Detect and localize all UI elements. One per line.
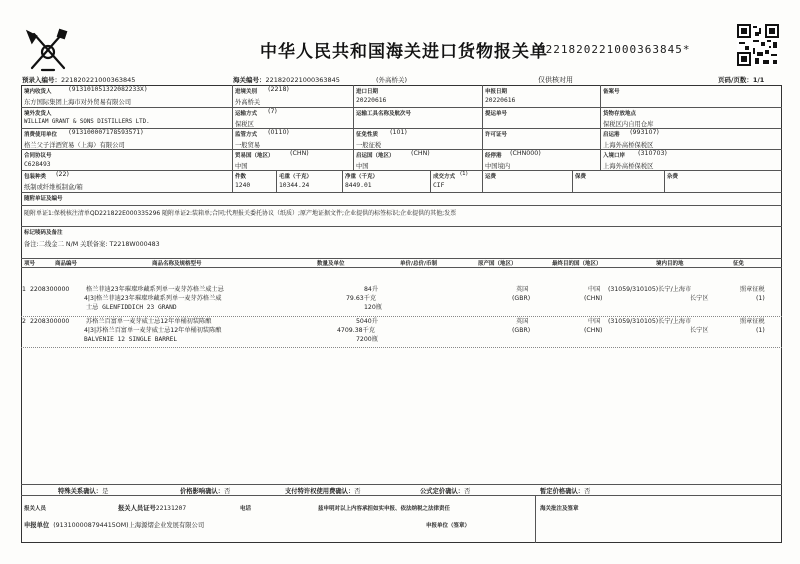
table-row-1-origin-code: (GBR) [512, 295, 531, 302]
transit-port-name: 中国境内 [485, 163, 511, 170]
deal-mode-label: 成交方式 [433, 174, 456, 180]
table-row-2-tax: 照章征税 [740, 318, 765, 325]
deal-mode-name: CIF [433, 182, 445, 189]
entry-place-name: 上海外高桥保税区 [603, 163, 654, 170]
entry-port-code: (2218) [268, 86, 289, 93]
table-row-1-domestic-2: 长宁区 [690, 295, 709, 302]
customs-emblem-icon [22, 24, 74, 76]
col-header-destination: 最终目的国（地区） [552, 261, 602, 267]
origin-country-code: (CHN) [411, 150, 430, 157]
license-label: 许可证号 [485, 132, 508, 138]
table-row-1-dest-code: (CHN) [584, 295, 603, 302]
depart-port-name: 上海外高桥保税区 [603, 142, 654, 149]
table-row-2-dest: 中国 [588, 318, 601, 325]
table-row-1-origin: 英国 [516, 286, 529, 293]
transport-name: 保税区 [235, 121, 254, 128]
origin-country-label: 启运国（地区） [356, 153, 395, 159]
col-header-domestic: 境内目的地 [656, 261, 684, 267]
depart-port-label: 启运港 [603, 132, 620, 138]
table-row-1-domestic: (31059/310105)长宁/上海市 [608, 286, 692, 293]
royalty-value: 否 [354, 488, 361, 495]
tax-nature-code: (101) [390, 129, 407, 136]
storage-label: 货物存放地点 [603, 111, 637, 117]
royalty-label: 支付特许权使用费确认： [285, 488, 355, 495]
table-row-1-dest: 中国 [588, 286, 601, 293]
page-info: 页码/页数：1/1 [718, 76, 765, 84]
declarant-id: 22131207 [155, 505, 187, 512]
table-row-2-origin: 英国 [516, 318, 529, 325]
user-name: 格兰父子洋酒贸易（上海）有限公司 [24, 142, 125, 149]
entry-port-label: 进境关别 [235, 89, 258, 95]
gross-weight-label: 毛重（千克） [279, 174, 313, 180]
declare-date: 20220616 [485, 97, 516, 104]
table-row-1-name-line1: 格兰菲迪23年璀璨珍藏系列单一麦芽苏格兰威士忌 [86, 286, 224, 293]
net-weight-value: 8449.01 [345, 182, 372, 189]
trade-country-code: (CHN) [290, 150, 309, 157]
consignee-name: 东方国际集团上海市对外贸易有限公司 [24, 99, 132, 106]
table-row-1-name-line2: 4|3|格兰菲迪23年璀璨珍藏系列单一麦芽苏格兰威 [84, 295, 222, 302]
declarant-id-label: 报关人员证号 [118, 505, 156, 512]
col-header-code: 商品编号 [55, 261, 78, 267]
user-code: (913100007178593571) [68, 129, 144, 136]
bl-label: 提运单号 [485, 111, 508, 117]
special-relation-value: 是 [102, 488, 109, 495]
consignee-code: (913101051322082233X) [68, 86, 148, 93]
gross-weight-value: 10344.24 [279, 182, 310, 189]
contract-label: 合同协议号 [24, 153, 52, 159]
customs-number-label: 海关编号： [233, 76, 266, 84]
record-no-label: 备案号 [603, 89, 620, 95]
provisional-price-value: 否 [584, 488, 591, 495]
table-row-2-tax-code: (1) [756, 327, 765, 334]
formula-price-value: 否 [464, 488, 471, 495]
table-row-2-domestic-2: 长宁区 [690, 327, 709, 334]
pre-entry-label: 预录入编号： [22, 76, 61, 84]
depart-port-code: (993107) [630, 129, 659, 136]
col-header-item-no: 项号 [24, 261, 36, 267]
table-row-2-qty-3: 7200瓶 [356, 336, 378, 343]
table-row-2-dest-code: (CHN) [584, 327, 603, 334]
trade-country-label: 贸易国（地区） [235, 153, 274, 159]
pre-entry-number: 221820221000363845 [61, 76, 136, 84]
form-title: 中华人民共和国海关进口货物报关单 [260, 42, 548, 62]
tax-nature-label: 征免性质 [356, 132, 379, 138]
formula-price-label: 公式定价确认： [420, 488, 465, 495]
phone-label: 电话 [240, 506, 252, 512]
docs-value: 随附单证1:保税核注清单QD221822E000335296 随附单证2:装箱单;合同;代理报关委托协议（纸质）;原产地证据文件;企业提供的标签标识;企业提供的其他;发票 [24, 210, 457, 217]
transit-port-label: 经停港 [485, 153, 502, 159]
table-row-2-name-line3: BALVENIE 12 SINGLE BARREL [84, 336, 178, 343]
table-row-2-name-line1: 苏格兰百富单一麦芽威士忌12年单桶初装陈酿 [86, 318, 212, 325]
shipper-label: 境外发货人 [24, 111, 52, 117]
import-date: 20220616 [356, 97, 387, 104]
pieces-label: 件数 [235, 174, 247, 180]
col-header-origin: 原产国（地区） [478, 261, 517, 267]
col-header-tax: 征免 [733, 261, 745, 267]
tax-nature-name: 一般征税 [356, 142, 382, 149]
table-row-2-qty-2: 4709.38千克 [337, 327, 375, 334]
table-row-2-domestic: (31059/310105)长宁/上海市 [608, 318, 692, 325]
col-header-quantity: 数量及单位 [317, 261, 345, 267]
declaration-statement: 兹申明对以上内容承担如实申报、依法纳税之法律责任 [318, 506, 451, 512]
customs-approval-label: 海关批注及签章 [540, 506, 579, 512]
contract-no: C628493 [24, 161, 51, 168]
marks-label: 标记唛码及备注 [24, 230, 63, 236]
declaring-unit-value: (913100008794415OM)上海源熠企业发展有限公司 [53, 522, 205, 529]
net-weight-label: 净重（千克） [345, 174, 379, 180]
marks-value: 备注:二线金二 N/M 关联备案: T2218W000483 [24, 241, 160, 248]
special-relation-label: 特殊关系确认： [58, 488, 103, 495]
storage-value: 保税区内自用仓库 [603, 121, 654, 128]
table-row-2-no: 2 [22, 318, 26, 325]
declaring-unit-label: 申报单位 [24, 522, 50, 529]
entry-place-code: (310703) [638, 150, 667, 157]
package-label: 包装种类 [24, 174, 47, 180]
form-frame [21, 85, 782, 543]
trade-country-name: 中国 [235, 163, 248, 170]
entry-port-name: 外高桥关 [235, 99, 261, 106]
barcode-number: *221820221000363845* [538, 43, 691, 56]
origin-country-name: 中国 [356, 163, 369, 170]
table-row-1-no: 1 [22, 286, 26, 293]
table-row-1-tax-code: (1) [756, 295, 765, 302]
entry-place-label: 入境口岸 [603, 153, 626, 159]
provisional-price-label: 暂定价格确认： [540, 488, 585, 495]
table-row-2-name-line2: 4|3|苏格兰百富单一麦芽威士忌12年单桶初装陈酿 [84, 327, 222, 334]
insurance-label: 保费 [575, 174, 587, 180]
col-header-name: 商品名称及规格型号 [152, 261, 202, 267]
table-row-1-qty-2: 79.63千克 [346, 295, 377, 302]
package-code: (22) [56, 171, 69, 178]
table-row-1-qty-1: 84升 [364, 286, 379, 293]
customs-office: (外高桥关) [376, 76, 408, 84]
price-impact-label: 价格影响确认： [180, 488, 225, 495]
col-header-price: 单价/总价/币制 [400, 261, 438, 267]
consignee-label: 境内收货人 [24, 89, 52, 95]
transport-code: (7) [268, 108, 277, 115]
table-row-1-name-line3: 士忌 GLENFIDDICH 23 GRAND [86, 304, 177, 311]
table-row-2-qty-1: 5040升 [356, 318, 378, 325]
supervision-label: 监管方式 [235, 132, 258, 138]
table-row-1-code: 2208300000 [30, 286, 70, 293]
supervision-name: 一般贸易 [235, 142, 261, 149]
declaring-unit-seal: 申报单位（签章） [426, 523, 471, 529]
misc-fee-label: 杂费 [667, 174, 679, 180]
vessel-label: 运输工具名称及航次号 [356, 111, 412, 117]
deal-mode-code: (1) [460, 171, 468, 177]
pieces-value: 1240 [235, 182, 251, 189]
table-row-1-tax: 照章征税 [740, 286, 765, 293]
transport-label: 运输方式 [235, 111, 258, 117]
price-impact-value: 否 [224, 488, 231, 495]
verify-note: 仅供核对用 [538, 76, 573, 84]
docs-label: 随附单证及编号 [24, 196, 63, 202]
shipper-name: WILLIAM GRANT & SONS DISTILLERS LTD. [24, 119, 150, 125]
table-row-2-origin-code: (GBR) [512, 327, 531, 334]
qr-code-icon [737, 24, 779, 66]
import-date-label: 进口日期 [356, 89, 379, 95]
supervision-code: (0110) [268, 129, 289, 136]
table-row-2-code: 2208300000 [30, 318, 70, 325]
customs-number: 221820221000363845 [265, 76, 340, 84]
declare-date-label: 申报日期 [485, 89, 508, 95]
package-name: 纸制或纤维板制盒/箱 [24, 184, 83, 191]
freight-label: 运费 [485, 174, 497, 180]
transit-port-code: (CHN000) [510, 150, 541, 157]
user-label: 消费使用单位 [24, 132, 58, 138]
declarant-label: 报关人员 [24, 506, 47, 512]
table-row-1-qty-3: 120瓶 [364, 304, 382, 311]
